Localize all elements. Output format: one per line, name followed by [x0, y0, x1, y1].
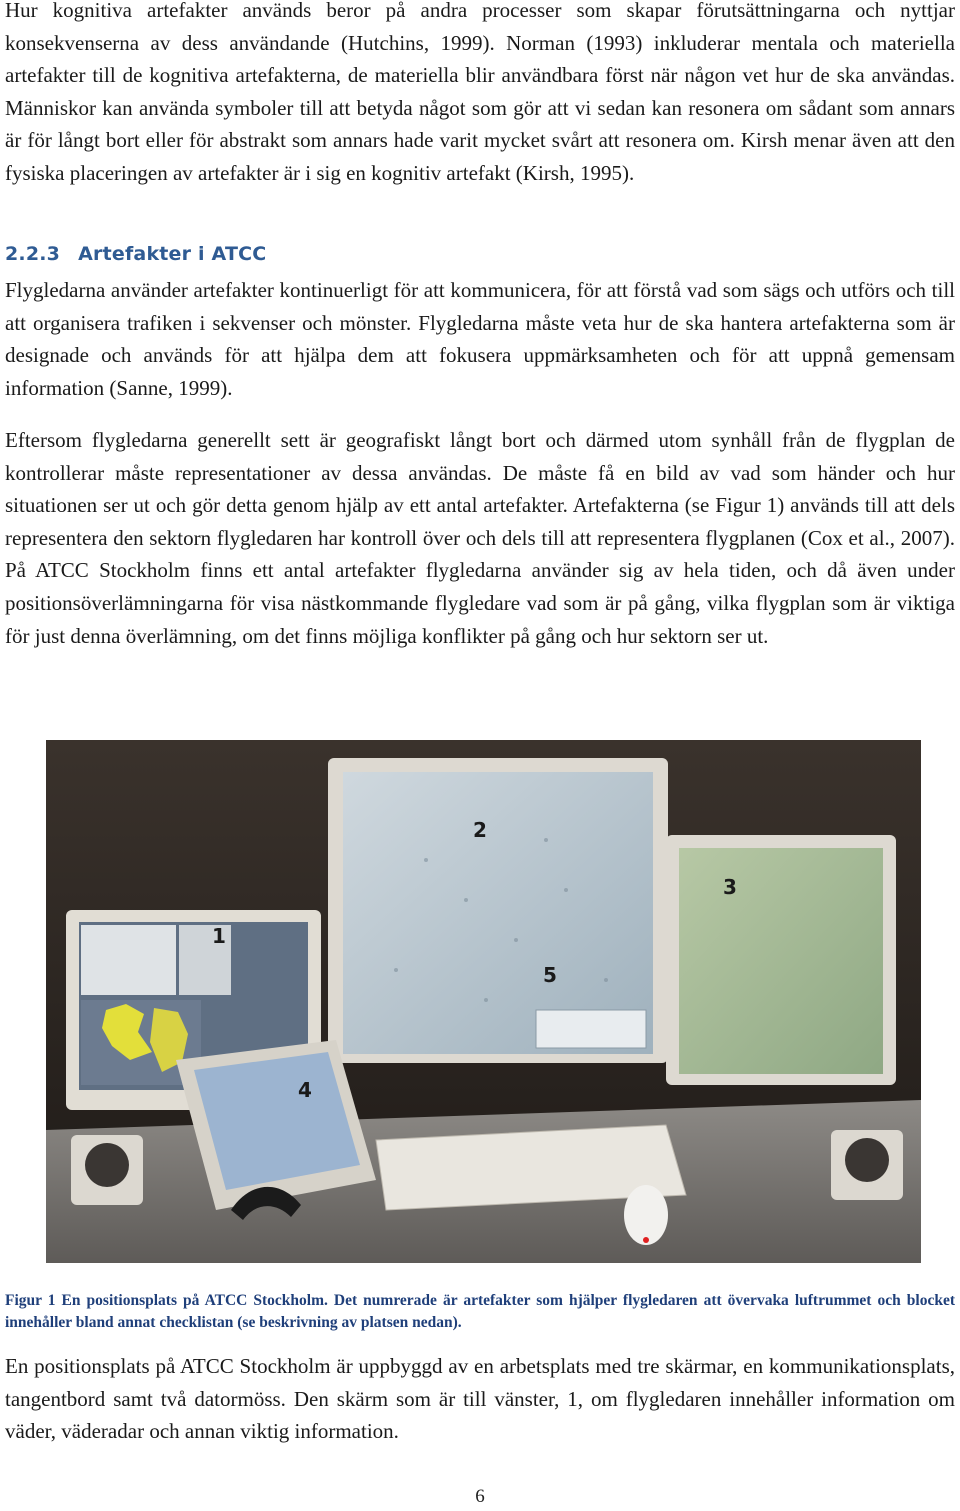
section-title: Artefakter i ATCC: [78, 243, 267, 265]
figure-label-3: 3: [723, 875, 737, 899]
computer-mouse: [624, 1185, 668, 1245]
page-number: 6: [475, 1486, 485, 1507]
section-number: 2.2.3: [5, 243, 61, 265]
paragraph-distance: Eftersom flygledarna generellt sett är geografiskt långt bort och därmed utom synhåll från de flygplan de kontrollerar måste representationer av dessa användas. De måste få en bild av vad som händer och hur situationen ser ut och gör detta genom hjälp av ett antal artefakter. Artefakterna (se Figur 1) används till att dels representera den sektorn flygledaren har kontroll över och dels till att representera flygplanen (Cox et al., 2007). På ATCC Stockholm finns ett antal artefakter flygledarna använder sig av hela tiden, och då även under positionsöverlämningarna för visa nästkommande flygledare vad som är på gång, vilka flygplan som är viktiga för just denna överlämning, om det finns möjliga konflikter på gång och hur sektorn ser ut.: [5, 428, 955, 648]
paragraph-position: En positionsplats på ATCC Stockholm är uppbyggd av en arbetsplats med tre skärmar, en kommunikationsplats, tangentbord samt två datormöss. Den skärm som är till vänster, 1, om flygledaren innehåller information om väder, väderadar och annan viktig information.: [5, 1354, 955, 1444]
intro-paragraph: Hur kognitiva artefakter används beror på andra processer som skapar förutsättningarna och nyttjar konsekvenserna av dess användande (Hutchins, 1999). Norman (1993) inkluderar mentala och materiella artefakter till de kognitiva artefakterna, de materiella blir användbara först när någon vet hur de ska användas. Människor kan använda symboler till att betyda något som gör att vi sedan kan resonera om sådant som annars är för långt bort eller för abstrakt som annars hade varit mycket svårt att resonera om. Kirsh menar även att den fysiska placeringen av artefakter är i sig en kognitiv artefakt (Kirsh, 1995).: [5, 0, 955, 185]
paragraph-artefacts: Flygledarna använder artefakter kontinuerligt för att kommunicera, för att förstå vad som sägs och utförs och till att organisera trafiken i sekvenser och mönster. Flygledarna måste veta hur de ska hantera artefakterna som är designade och används för att hjälpa dem att fokusera uppmärksamheten och för att uppnå gemensam information (Sanne, 1999).: [5, 278, 955, 400]
figure-label-2: 2: [473, 818, 487, 842]
figure-label-4: 4: [298, 1078, 312, 1102]
figure-label-5: 5: [543, 963, 557, 987]
figure-label-1: 1: [212, 924, 226, 948]
figure-caption: Figur 1 En positionsplats på ATCC Stockholm. Det numrerade är artefakter som hjälper flygledaren att övervaka luftrummet och blocket innehåller bland annat checklistan (se beskrivning av platsen nedan).: [5, 1292, 955, 1331]
workstation-photo: [46, 740, 921, 1263]
figure-photo: [46, 740, 921, 1263]
section-heading: [5, 243, 266, 265]
